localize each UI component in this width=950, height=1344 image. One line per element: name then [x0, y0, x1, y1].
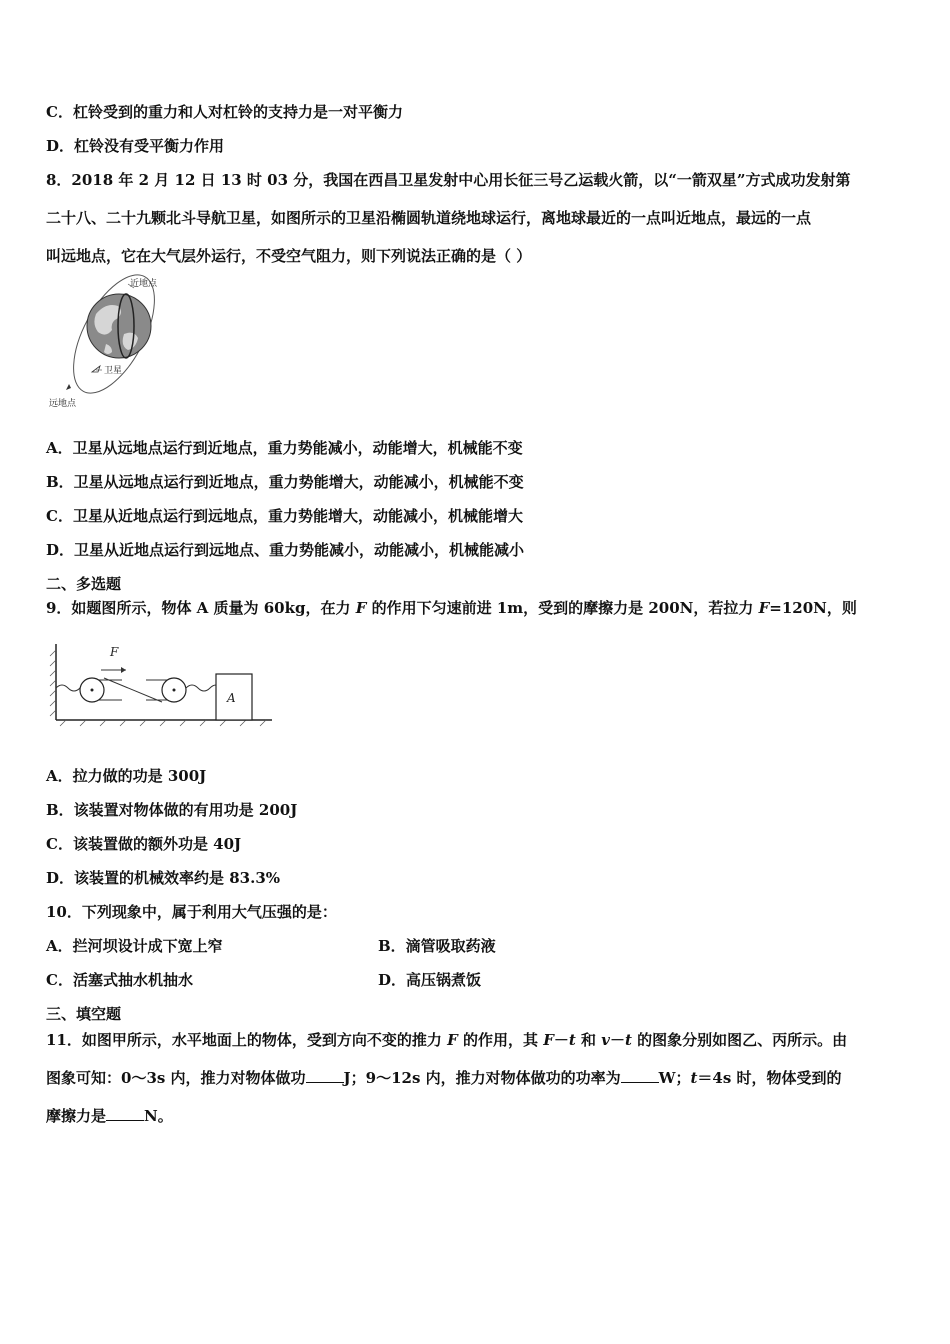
- q11-line2: 图象可知：0～3s 内，推力对物体做功 J；9～12s 内，推力对物体做功的功率为 W；t＝4s 时，物体受到的: [46, 1069, 842, 1087]
- pulley-figure: [46, 640, 276, 730]
- label-perigee: 近地点: [130, 279, 158, 289]
- q9-option-a: A．拉力做的功是 300J: [46, 767, 207, 785]
- q10-stem: 10．下列现象中，属于利用大气压强的是：: [46, 903, 337, 921]
- q9-option-c: C．该装置做的额外功是 40J: [46, 835, 242, 853]
- q8-option-c: C．卫星从近地点运行到远地点，重力势能增大，动能减小，机械能增大: [46, 507, 523, 525]
- satellite-orbit-figure: [44, 274, 174, 414]
- q9-option-b: B．该装置对物体做的有用功是 200J: [46, 801, 298, 819]
- q8-option-a: A．卫星从远地点运行到近地点，重力势能减小，动能增大，机械能不变: [46, 439, 523, 457]
- q8-option-d: D．卫星从近地点运行到远地点、重力势能减小，动能减小，机械能减小: [46, 541, 525, 559]
- section-fill-blank: 三、填空题: [46, 1005, 122, 1023]
- label-block: A: [227, 691, 236, 705]
- label-force: F: [110, 645, 119, 659]
- q10-option-a: A．拦河坝设计成下宽上窄: [46, 937, 223, 955]
- q7-option-d: D．杠铃没有受平衡力作用: [46, 137, 225, 155]
- label-apogee: 远地点: [49, 399, 77, 409]
- q9-option-d: D．该装置的机械效率约是 83.3%: [46, 869, 281, 887]
- q11-line1: 11．如图甲所示，水平地面上的物体，受到方向不变的推力 F 的作用，其 F－t 和 v－t 的图象分别如图乙、丙所示。由: [46, 1031, 848, 1049]
- answer-blank-3[interactable]: [106, 1106, 144, 1121]
- q9-stem: 9．如题图所示，物体 A 质量为 60kg，在力 F 的作用下匀速前进 1m，受到的摩擦力是 200N，若拉力 F=120N，则: [46, 599, 857, 617]
- q8-option-b: B．卫星从远地点运行到近地点，重力势能增大，动能减小，机械能不变: [46, 473, 524, 491]
- q8-stem-line1: 8．2018 年 2 月 12 日 13 时 03 分，我国在西昌卫星发射中心用长征三号乙运载火箭，以“一箭双星”方式成功发射第: [46, 171, 851, 189]
- q8-stem-line2: 二十八、二十九颗北斗导航卫星，如图所示的卫星沿椭圆轨道绕地球运行，离地球最近的一点叫近地点，最远的一点: [46, 209, 812, 227]
- section-multiple-choice: 二、多选题: [46, 575, 122, 593]
- q7-option-c: C．杠铃受到的重力和人对杠铃的支持力是一对平衡力: [46, 103, 403, 121]
- orbit-arrow: [66, 384, 71, 390]
- answer-blank-2[interactable]: [621, 1068, 659, 1083]
- q10-option-b: B．滴管吸取药液: [378, 937, 496, 955]
- answer-blank-1[interactable]: [306, 1068, 344, 1083]
- label-satellite: 卫星: [104, 366, 123, 376]
- q11-line3: 摩擦力是 N。: [46, 1107, 173, 1125]
- q10-option-c: C．活塞式抽水机抽水: [46, 971, 193, 989]
- q10-option-d: D．高压锅煮饭: [378, 971, 482, 989]
- q8-stem-line3: 叫远地点，它在大气层外运行，不受空气阻力，则下列说法正确的是（ ）: [46, 247, 532, 265]
- satellite-arrow: [92, 366, 100, 372]
